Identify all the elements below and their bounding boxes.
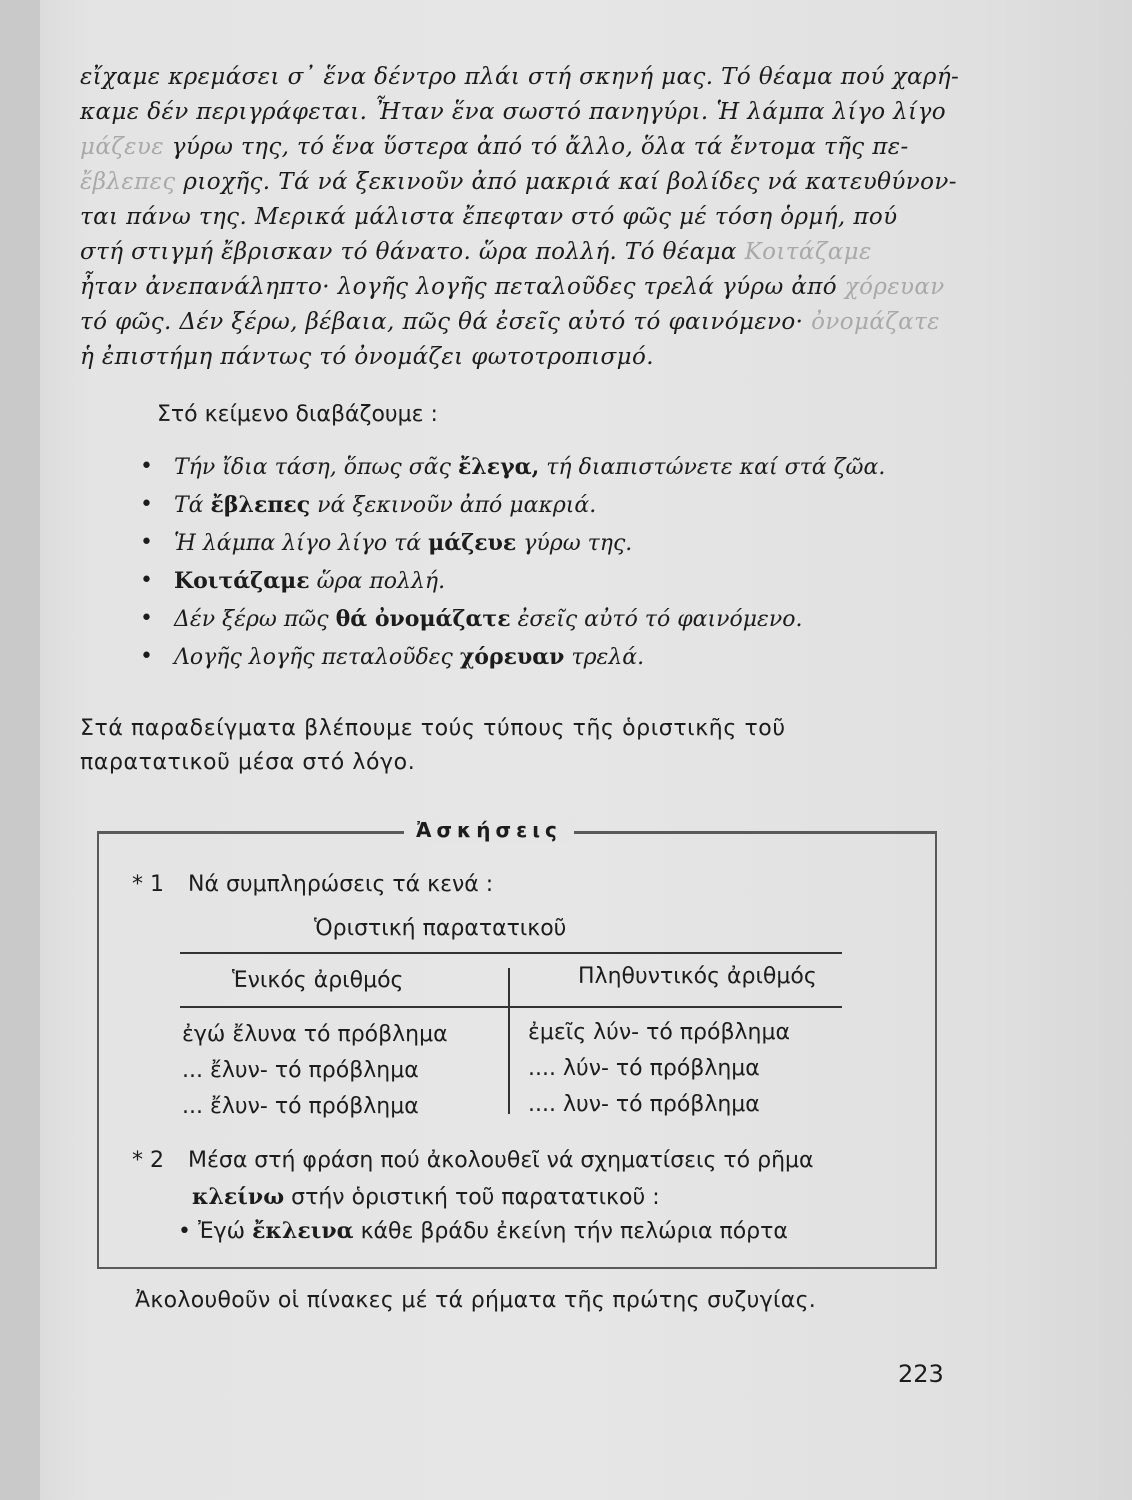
example-item: • Ἡ λάμπα λίγο λίγο τά μάζευε γύρω της.: [140, 524, 885, 562]
task-2: * 2 Μέσα στή φράση πού ἀκολουθεῖ νά σχηματίσεις τό ρῆμα: [132, 1148, 814, 1173]
faded-word: Κοιτάζαμε: [744, 239, 872, 265]
task-2-continuation: κλείνω στήν ὁριστική τοῦ παρατατικοῦ :: [192, 1184, 660, 1210]
narrative-text: [80, 60, 960, 375]
faded-word: ὀνομάζατε: [811, 309, 940, 335]
intro-heading: Στό κείμενο διαβάζουμε :: [157, 402, 438, 427]
narrative-line-9: ἡ ἐπιστήμη πάντως τό ὀνομάζει φωτοτροπισμό.: [80, 344, 654, 370]
narrative-line-6: στή στιγμή ἔβρισκαν τό θάνατο. ὥρα πολλή. Τό θέαμα Κοιτάζαμε: [80, 239, 872, 265]
table-cell: ... ἔλυν- τό πρόβλημα: [182, 1094, 419, 1119]
faded-word: μάζευε: [80, 134, 165, 160]
box-title-rule-left: [97, 831, 404, 834]
narrative-line-5: ται πάνω της. Μερικά μάλιστα ἔπεφταν στό φῶς μέ τόση ὁρμή, πού: [80, 204, 898, 230]
verb-highlight: μάζευε: [428, 530, 517, 556]
table-column-divider: [508, 968, 510, 1114]
table-cell: ἐγώ ἔλυνα τό πρόβλημα: [182, 1022, 448, 1047]
explanation-note: Στά παραδείγματα βλέπουμε τούς τύπους τῆς ὁριστικῆς τοῦ παρατατικοῦ μέσα στό λόγο.: [80, 716, 786, 775]
task-1: * 1 Νά συμπληρώσεις τά κενά :: [132, 872, 494, 897]
page-edge-shadow: [0, 0, 40, 1500]
table-cell: ἐμεῖς λύν- τό πρόβλημα: [528, 1020, 790, 1045]
verb-highlight: ἔκλεινα: [252, 1218, 354, 1244]
faded-word: ἔβλεπες: [80, 169, 176, 195]
example-list: [140, 448, 885, 676]
exercise-example: • Ἐγώ ἔκλεινα κάθε βράδυ ἐκείνη τήν πελώρια πόρτα: [178, 1218, 788, 1244]
verb-highlight: κλείνω: [192, 1184, 285, 1210]
table-cell: .... λυν- τό πρόβλημα: [528, 1092, 760, 1117]
narrative-line-2: καμε δέν περιγράφεται. Ἦταν ἕνα σωστό πανηγύρι. Ἡ λάμπα λίγο λίγο: [80, 99, 946, 125]
example-item: • Τήν ἴδια τάση, ὅπως σᾶς ἔλεγα, τή διαπιστώνετε καί στά ζῶα.: [140, 448, 885, 486]
verb-highlight: χόρευαν: [459, 644, 565, 670]
page-shade: [972, 0, 1132, 1500]
verb-highlight: Κοιτάζαμε: [174, 568, 310, 594]
header-singular: Ἑνικός ἀριθμός: [232, 968, 404, 993]
narrative-line-3: μάζευε γύρω της, τό ἕνα ὕστερα ἀπό τό ἄλλο, ὅλα τά ἔντομα τῆς πε-: [80, 134, 909, 160]
verb-highlight: θά ὀνομάζατε: [335, 606, 511, 632]
footer-note: Ἀκολουθοῦν οἱ πίνακες μέ τά ρήματα τῆς πρώτης συζυγίας.: [135, 1288, 817, 1313]
narrative-line-1: εἴχαμε κρεμάσει σ᾿ ἕνα δέντρο πλάι στή σκηνή μας. Τό θέαμα πού χαρή-: [80, 64, 960, 90]
narrative-line-7: ἦταν ἀνεπανάληπτο· λογῆς λογῆς πεταλοῦδες τρελά γύρω ἀπό χόρευαν: [80, 274, 945, 300]
narrative-line-4: ἔβλεπες ριοχῆς. Τά νά ξεκινοῦν ἀπό μακριά καί βολίδες νά κατευθύνον-: [80, 169, 957, 195]
example-item: • Δέν ξέρω πῶς θά ὀνομάζατε ἐσεῖς αὐτό τό φαινόμενο.: [140, 600, 885, 638]
verb-highlight: ἔλεγα,: [457, 454, 540, 480]
page-number: 223: [898, 1360, 944, 1388]
example-item: • Κοιτάζαμε ὥρα πολλή.: [140, 562, 885, 600]
box-title-rule-right: [574, 831, 937, 834]
exercise-title: Ἀσκήσεις: [404, 818, 574, 842]
faded-word: χόρευαν: [844, 274, 945, 300]
narrative-line-8: τό φῶς. Δέν ξέρω, βέβαια, πῶς θά ἐσεῖς αὐτό τό φαινόμενο· ὀνομάζατε: [80, 309, 940, 335]
example-item: • Τά ἔβλεπες νά ξεκινοῦν ἀπό μακριά.: [140, 486, 885, 524]
table-cell: .... λύν- τό πρόβλημα: [528, 1056, 760, 1081]
table-title: Ὁριστική παρατατικοῦ: [314, 916, 567, 941]
example-item: • Λογῆς λογῆς πεταλοῦδες χόρευαν τρελά.: [140, 638, 885, 676]
table-header-rule: [180, 1006, 842, 1008]
header-plural: Πληθυντικός ἀριθμός: [578, 964, 817, 989]
table-top-rule: [180, 952, 842, 954]
verb-highlight: ἔβλεπες: [210, 492, 311, 518]
table-cell: ... ἔλυν- τό πρόβλημα: [182, 1058, 419, 1083]
